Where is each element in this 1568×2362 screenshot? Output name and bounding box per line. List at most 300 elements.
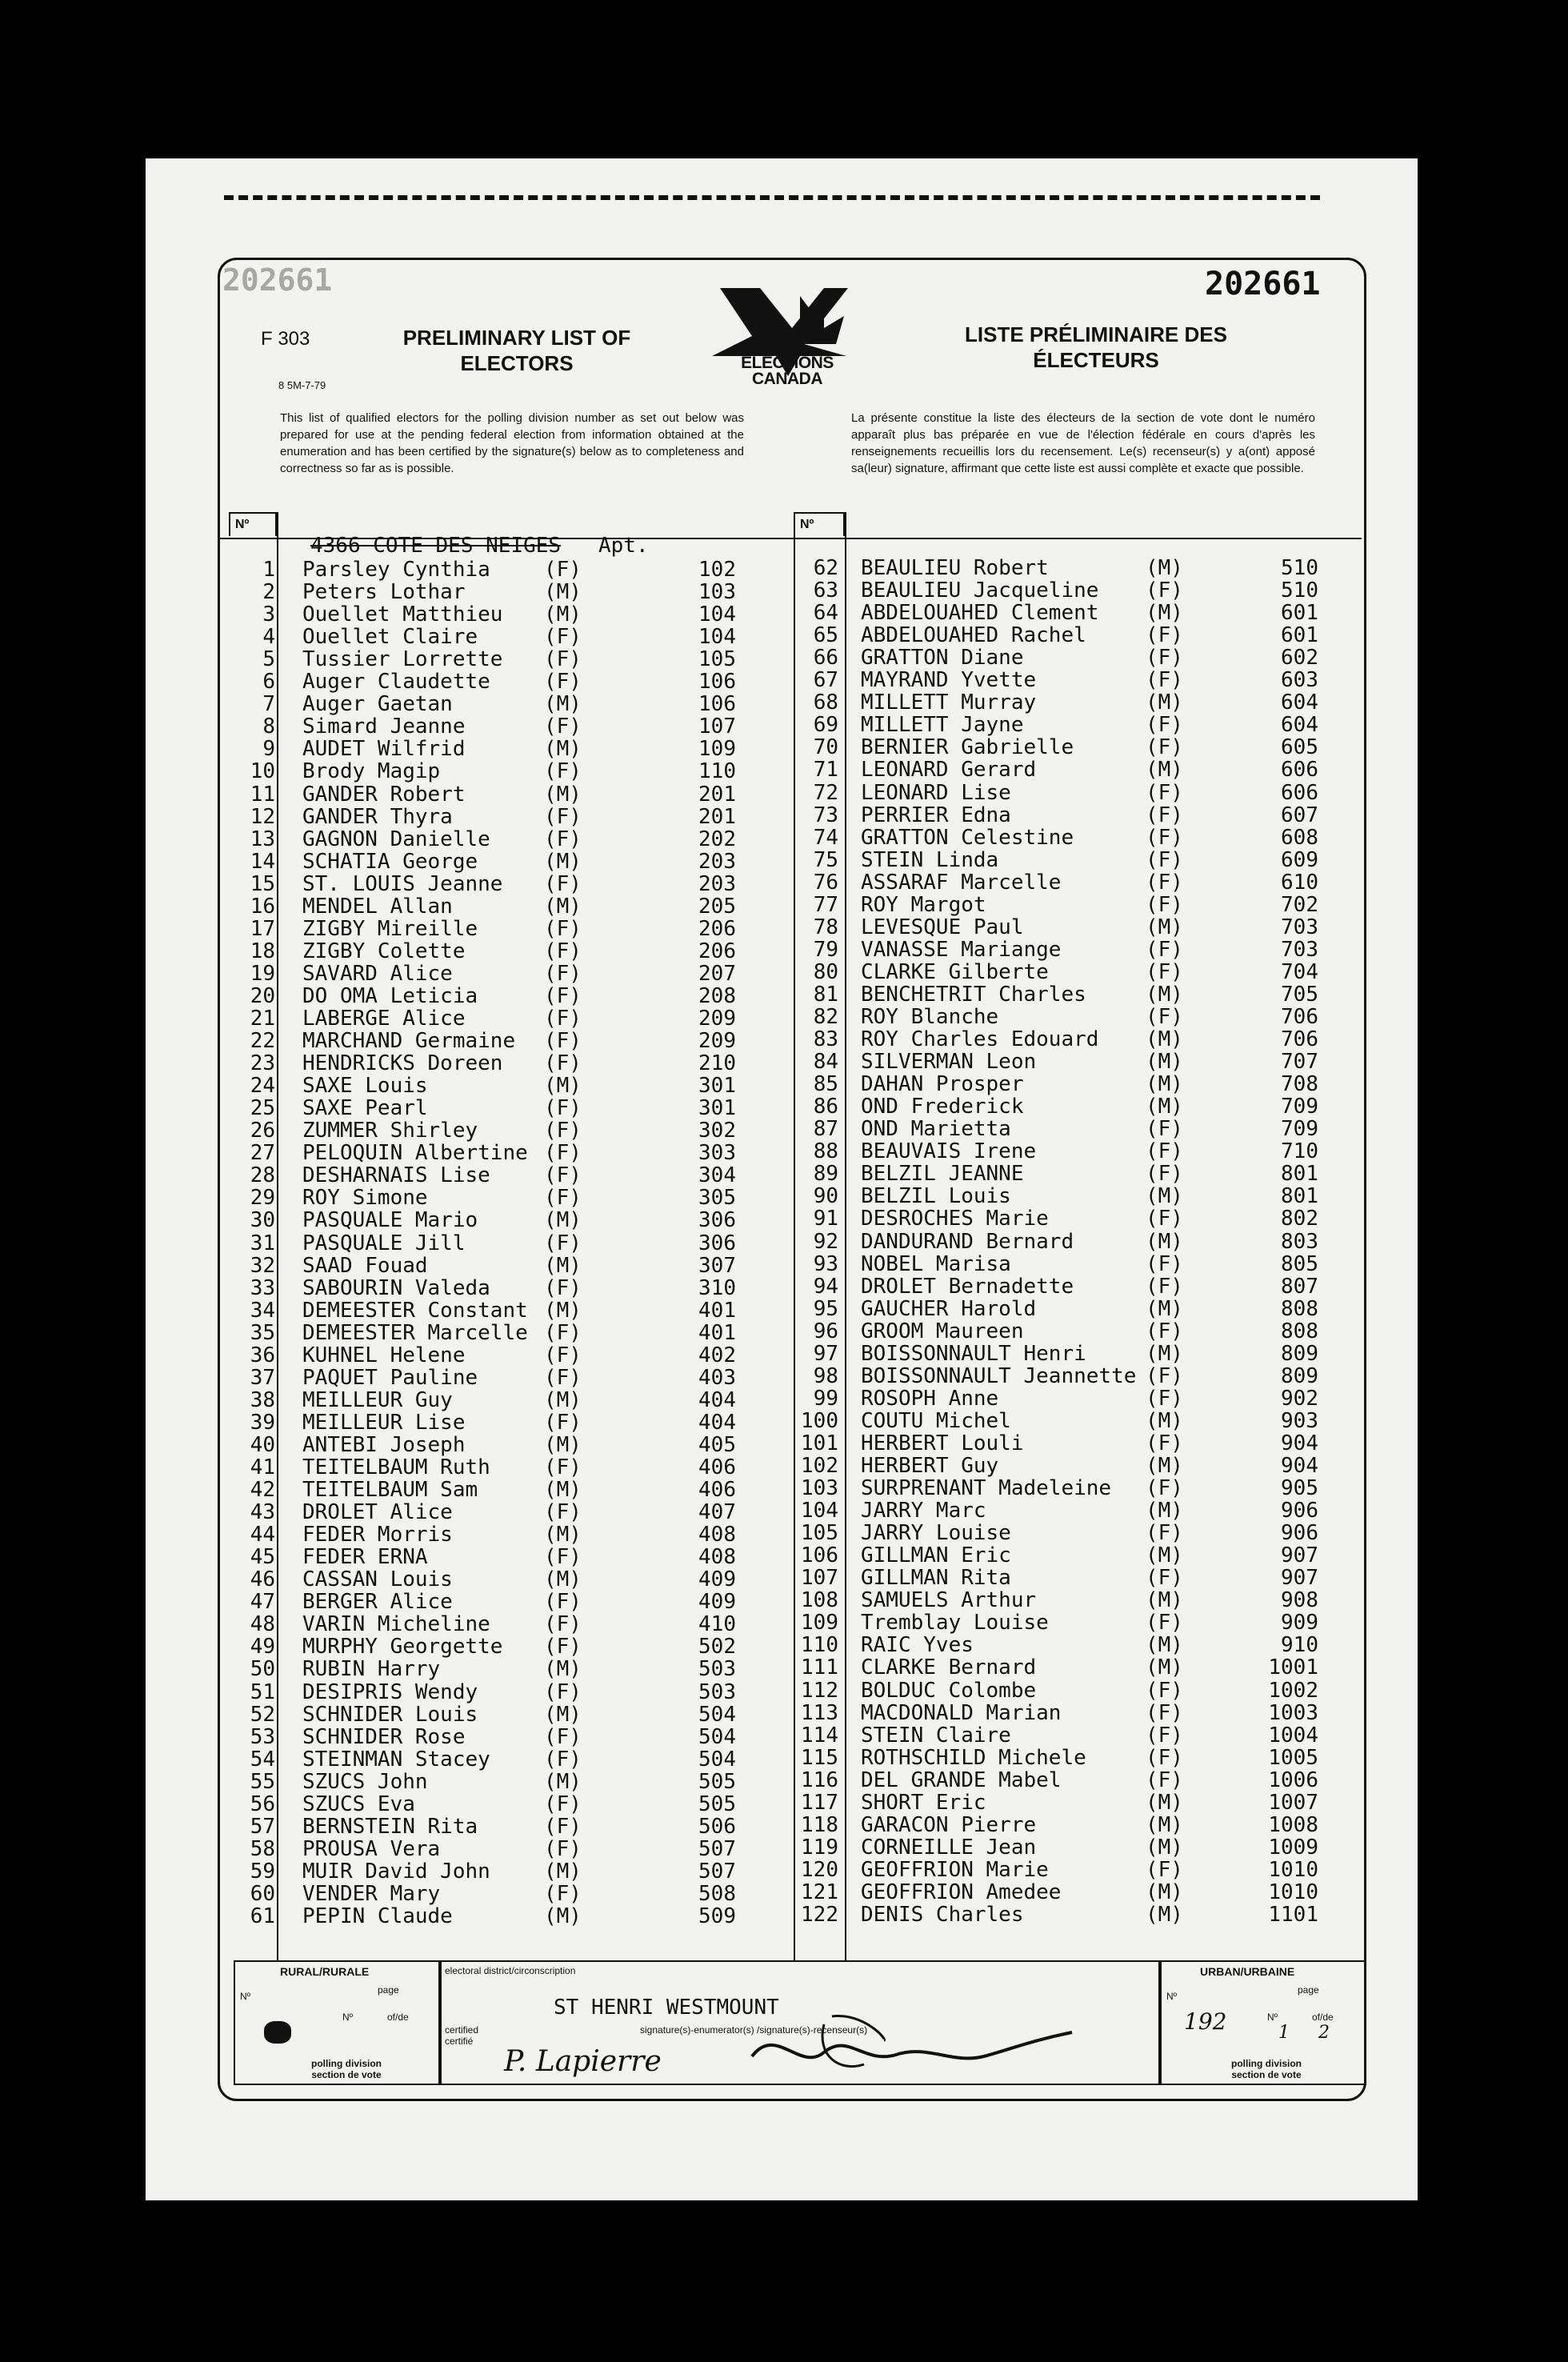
elector-sex: (F) [544,1029,582,1054]
elector-sex: (F) [1146,1274,1183,1299]
elector-number: 49 [250,1635,275,1659]
elector-number: 64 [813,601,838,626]
elector-sex: (F) [544,1455,582,1479]
elector-sex: (M) [1146,1835,1183,1860]
elector-name: MENDEL Allan [302,894,453,919]
elector-apartment: 504 [698,1747,736,1772]
elector-row [800,1207,1352,1230]
elector-row [800,916,1352,939]
elector-row [240,806,784,828]
faint-form-number: 202661 [222,262,333,298]
elector-row [240,940,784,963]
elector-name: DESROCHES Marie [861,1207,1049,1231]
rural-page-no-label: Nº [342,2012,354,2023]
elector-name: BOISSONNAULT Henri [861,1341,1086,1366]
rural-polling-label: polling division section de vote [311,2058,382,2080]
elector-name: Ouellet Matthieu [302,603,503,627]
elector-row [800,1611,1352,1634]
elector-name: CORNEILLE Jean [861,1835,1037,1860]
elector-apartment: 904 [1281,1431,1318,1455]
street-header [302,534,750,557]
elector-sex: (F) [1146,578,1183,603]
elector-sex: (M) [544,782,582,807]
elector-apartment: 404 [698,1387,736,1412]
elector-name: SAXE Louis [302,1074,428,1099]
elector-name: SILVERMAN Leon [861,1050,1037,1075]
elector-sex: (M) [1146,691,1183,715]
elector-row [240,963,784,985]
elector-number: 31 [250,1231,275,1255]
elector-name: ZIGBY Colette [302,939,466,963]
elector-name: HERBERT Guy [861,1454,999,1478]
elector-number: 10 [250,759,275,784]
urban-label: URBAN/URBAINE [1200,1965,1295,1978]
elector-name: BEAULIEU Jacqueline [861,578,1099,603]
elector-row [800,1343,1352,1365]
elector-sex: (F) [544,1679,582,1704]
elector-apartment: 409 [698,1590,736,1615]
elector-name: SZUCS Eva [302,1792,415,1816]
elector-number: 22 [250,1029,275,1054]
elector-apartment: 310 [698,1275,736,1300]
elector-row [240,1546,784,1568]
elector-sex: (F) [1146,1700,1183,1725]
elector-apartment: 807 [1281,1274,1318,1299]
elector-name: GARACON Pierre [861,1812,1037,1837]
elector-number: 6 [262,670,275,695]
elector-number: 89 [813,1162,838,1187]
elector-sex: (F) [1146,1476,1183,1501]
elector-sex: (F) [544,1141,582,1166]
form-code: F 303 [261,328,310,350]
elector-sex: (F) [544,1365,582,1390]
elector-name: AUDET Wilfrid [302,737,466,762]
elector-name: BELZIL Louis [861,1184,1011,1209]
elector-apartment: 205 [698,894,736,919]
elector-number: 107 [801,1566,838,1591]
elector-number: 57 [250,1814,275,1839]
elector-name: CLARKE Gilberte [861,959,1049,984]
elector-name: SAXE Pearl [302,1096,428,1121]
elector-name: BERNSTEIN Rita [302,1814,478,1839]
elector-number: 60 [250,1881,275,1906]
elector-apartment: 407 [698,1500,736,1525]
elector-row [240,1905,784,1928]
elector-sex: (M) [544,737,582,762]
elector-row [800,714,1352,736]
elector-apartment: 302 [698,1119,736,1143]
elector-row [240,738,784,760]
right-no-header: Nº [794,512,845,536]
elector-sex: (M) [544,1387,582,1412]
elector-sex: (M) [1146,1655,1183,1680]
elector-apartment: 106 [698,670,736,695]
elector-sex: (M) [544,1298,582,1323]
elector-apartment: 1010 [1268,1880,1318,1904]
elector-sex: (M) [1146,1341,1183,1366]
elector-row [800,894,1352,916]
elector-apartment: 401 [698,1320,736,1345]
elector-number: 110 [801,1633,838,1658]
elector-sex: (F) [1146,780,1183,805]
elector-number: 30 [250,1208,275,1233]
elector-apartment: 709 [1281,1117,1318,1142]
elector-number: 41 [250,1455,275,1479]
elector-apartment: 801 [1281,1162,1318,1187]
elector-row [800,1567,1352,1589]
elector-name: GAGNON Danielle [302,827,490,851]
elector-sex: (F) [544,1163,582,1188]
elector-row [240,1434,784,1456]
elector-number: 92 [813,1229,838,1254]
elector-row [800,1769,1352,1792]
elector-number: 114 [801,1723,838,1747]
elector-apartment: 510 [1281,556,1318,580]
elector-number: 65 [813,623,838,648]
elector-sex: (M) [1146,1588,1183,1613]
elector-sex: (F) [544,871,582,896]
elector-row [800,1881,1352,1904]
elector-name: LEONARD Lise [861,780,1011,805]
rural-label: RURAL/RURALE [280,1965,370,1978]
elector-number: 118 [801,1812,838,1837]
elector-apartment: 106 [698,692,736,717]
elector-apartment: 1003 [1268,1700,1318,1725]
elector-number: 73 [813,803,838,827]
elector-number: 82 [813,1005,838,1029]
elector-number: 79 [813,937,838,962]
form-number: 202661 [1205,266,1321,302]
elector-row [240,671,784,693]
elector-apartment: 105 [698,647,736,672]
signature-label: signature(s)-enumerator(s) /signature(s)-recenseur(s) [640,2024,868,2036]
street-header-text: 4366 COTE DES NEIGES [310,534,562,558]
elector-number: 98 [813,1363,838,1388]
elector-number: 37 [250,1365,275,1390]
elector-sex: (M) [1146,1880,1183,1904]
elector-name: MUIR David John [302,1859,490,1884]
elector-sex: (M) [544,1657,582,1682]
elector-row [800,602,1352,624]
elector-apartment: 109 [698,737,736,762]
elector-row [800,939,1352,961]
elector-apartment: 104 [698,603,736,627]
elector-apartment: 706 [1281,1027,1318,1052]
elector-sex: (F) [1146,937,1183,962]
elector-apartment: 410 [698,1612,736,1637]
elector-number: 71 [813,758,838,783]
elector-sex: (M) [1146,1050,1183,1075]
elector-row [800,804,1352,827]
elector-name: SHORT Eric [861,1790,986,1815]
elector-number: 106 [801,1543,838,1568]
elector-number: 100 [801,1408,838,1433]
elector-row [240,1883,784,1905]
elector-sex: (F) [1146,1745,1183,1770]
elector-sex: (F) [544,916,582,941]
elector-number: 59 [250,1859,275,1884]
elector-name: MEILLEUR Lise [302,1410,466,1435]
elector-apartment: 210 [698,1051,736,1076]
elector-row [240,1860,784,1883]
urban-no-value: 192 [1184,2008,1227,2035]
elector-sex: (F) [544,1881,582,1906]
urban-no-label: Nº [1166,1991,1178,2002]
elector-row [800,1410,1352,1432]
elector-apartment: 1006 [1268,1767,1318,1792]
elector-number: 97 [813,1341,838,1366]
elector-apartment: 402 [698,1343,736,1367]
elector-name: Tussier Lorrette [302,647,503,672]
elector-sex: (F) [544,1635,582,1659]
elector-name: HERBERT Louli [861,1431,1024,1455]
elector-name: ROY Margot [861,892,986,917]
elector-number: 90 [813,1184,838,1209]
elector-name: VARIN Micheline [302,1612,490,1637]
elector-apartment: 202 [698,827,736,851]
elector-apartment: 803 [1281,1229,1318,1254]
elector-number: 86 [813,1095,838,1119]
elector-number: 33 [250,1275,275,1300]
elector-apartment: 508 [698,1881,736,1906]
elector-number: 1 [262,558,275,582]
elector-number: 84 [813,1050,838,1075]
elector-number: 45 [250,1545,275,1570]
elector-row [240,1277,784,1299]
elector-number: 13 [250,827,275,851]
elector-sex: (F) [544,1320,582,1345]
elector-row [800,1656,1352,1679]
elector-sex: (M) [1146,1184,1183,1209]
elector-number: 9 [262,737,275,762]
elector-name: Simard Jeanne [302,715,466,739]
elector-number: 78 [813,915,838,939]
elector-row [800,669,1352,691]
elector-sex: (F) [544,1500,582,1525]
elector-name: Auger Claudette [302,670,490,695]
elector-name: VANASSE Mariange [861,937,1062,962]
elector-apartment: 506 [698,1814,736,1839]
elector-number: 95 [813,1296,838,1321]
elector-number: 43 [250,1500,275,1525]
elector-sex: (F) [544,961,582,986]
elector-apartment: 606 [1281,780,1318,805]
elector-sex: (M) [544,580,582,605]
elector-sex: (F) [544,670,582,695]
elector-name: ABDELOUAHED Clement [861,601,1099,626]
elector-row [240,1030,784,1052]
elector-sex: (M) [1146,1027,1183,1052]
elector-row [800,1792,1352,1814]
elector-sex: (F) [1146,1386,1183,1411]
elector-name: JARRY Louise [861,1521,1011,1546]
elector-row [240,1411,784,1434]
elector-name: PASQUALE Jill [302,1231,466,1255]
elector-number: 81 [813,982,838,1007]
elector-sex: (F) [1146,1857,1183,1882]
elector-row [800,1231,1352,1253]
elector-row [240,1568,784,1591]
elector-name: BOISSONNAULT Jeannette [861,1363,1137,1388]
elector-row [800,1253,1352,1275]
certified-label: certified certifié [445,2024,479,2047]
title-english: PRELIMINARY LIST OF ELECTORS [402,326,631,375]
elector-name: GANDER Thyra [302,804,453,829]
elector-apartment: 502 [698,1635,736,1659]
elector-row [240,1771,784,1793]
elector-sex: (F) [1146,1117,1183,1142]
elector-sex: (M) [544,1253,582,1278]
elector-apartment: 206 [698,939,736,963]
elector-number: 61 [250,1904,275,1928]
elector-number: 17 [250,916,275,941]
urban-of-label: of/de [1312,2012,1334,2023]
elector-name: SAVARD Alice [302,961,453,986]
elector-name: STEINMAN Stacey [302,1747,490,1772]
elector-sex: (F) [1146,959,1183,984]
elector-sex: (F) [544,1612,582,1637]
top-dashed-rule [224,195,1320,200]
elector-number: 103 [801,1476,838,1501]
elector-number: 67 [813,668,838,693]
elector-sex: (F) [544,647,582,672]
elector-number: 7 [262,692,275,717]
elector-apartment: 405 [698,1432,736,1457]
elector-row [800,1859,1352,1881]
intro-english: This list of qualified electors for the polling division number as set out below was prepared for use at the pending federal election from information obtained at the enumeration and has been certified by the signature(s) below as to completeness and correctness so far as is possible. [280,411,744,475]
elector-row [240,715,784,738]
elector-number: 20 [250,983,275,1008]
urban-page-value: 1 [1278,2023,1290,2043]
elector-name: PELOQUIN Albertine [302,1141,528,1166]
elector-apartment: 906 [1281,1521,1318,1546]
elector-row [800,782,1352,804]
elector-name: DESHARNAIS Lise [302,1163,490,1188]
elector-row [240,1681,784,1703]
elector-number: 111 [801,1655,838,1680]
elector-sex: (M) [1146,1790,1183,1815]
elector-name: GROOM Maureen [861,1319,1024,1343]
elector-name: DROLET Alice [302,1500,453,1525]
elector-number: 50 [250,1657,275,1682]
elector-apartment: 704 [1281,959,1318,984]
elector-apartment: 207 [698,961,736,986]
elector-apartment: 509 [698,1904,736,1928]
elector-row [240,603,784,626]
elector-apartment: 408 [698,1523,736,1547]
elector-number: 15 [250,871,275,896]
elector-sex: (M) [1146,1229,1183,1254]
elector-name: PASQUALE Mario [302,1208,478,1233]
elector-apartment: 902 [1281,1386,1318,1411]
elector-name: DANDURAND Bernard [861,1229,1074,1254]
elector-sex: (F) [1146,1005,1183,1029]
elector-row [800,1387,1352,1410]
form-date-code: 8 5M-7-79 [278,379,326,391]
elector-row [240,1748,784,1771]
elector-apartment: 707 [1281,1050,1318,1075]
elector-row [800,1747,1352,1769]
elector-apartment: 907 [1281,1543,1318,1568]
elector-sex: (F) [544,827,582,851]
elector-apartment: 710 [1281,1139,1318,1164]
rural-of-label: of/de [387,2012,409,2023]
elector-name: Auger Gaetan [302,692,453,717]
elector-number: 11 [250,782,275,807]
elector-name: ANTEBI Joseph [302,1432,466,1457]
elector-name: GRATTON Diane [861,646,1024,671]
elector-sex: (M) [544,894,582,919]
elector-apartment: 206 [698,916,736,941]
handwritten-signature: P. Lapierre [504,2045,662,2078]
elector-sex: (F) [544,1747,582,1772]
elector-sex: (M) [1146,1095,1183,1119]
elector-apartment: 1004 [1268,1723,1318,1747]
elector-sex: (M) [1146,1812,1183,1837]
elector-number: 12 [250,804,275,829]
elector-number: 96 [813,1319,838,1343]
elector-row [800,1679,1352,1702]
elector-name: BOLDUC Colombe [861,1678,1037,1703]
elector-sex: (F) [544,1275,582,1300]
elector-sex: (M) [544,1769,582,1794]
elector-apartment: 607 [1281,803,1318,827]
elector-sex: (F) [544,1410,582,1435]
elector-number: 32 [250,1253,275,1278]
elector-row [240,581,784,603]
elector-apartment: 1005 [1268,1745,1318,1770]
elector-row [240,918,784,940]
elector-number: 55 [250,1769,275,1794]
signature-scribble [744,2008,1104,2088]
elector-name: OND Marietta [861,1117,1011,1142]
urban-page-label: page [1298,1984,1319,1996]
elector-number: 63 [813,578,838,603]
elector-apartment: 1007 [1268,1790,1318,1815]
elector-row [240,1232,784,1255]
elector-row [240,1367,784,1389]
elector-apartment: 301 [698,1096,736,1121]
elector-sex: (M) [544,1567,582,1592]
elector-row [240,783,784,806]
elector-apartment: 910 [1281,1633,1318,1658]
elector-apartment: 404 [698,1410,736,1435]
elector-apartment: 601 [1281,601,1318,626]
elector-number: 99 [813,1386,838,1411]
elector-apartment: 408 [698,1545,736,1570]
elector-name: Ouellet Claire [302,625,478,650]
elector-name: SCHNIDER Rose [302,1724,466,1749]
elector-sex: (F) [1146,1162,1183,1187]
elector-sex: (M) [1146,1408,1183,1433]
elector-number: 16 [250,894,275,919]
elector-sex: (M) [544,1208,582,1233]
elector-row [800,759,1352,781]
elector-row [240,1187,784,1209]
elector-number: 36 [250,1343,275,1367]
elector-row [240,1389,784,1411]
elector-row [800,1140,1352,1163]
elector-apartment: 403 [698,1365,736,1390]
elector-sex: (F) [544,804,582,829]
elector-number: 58 [250,1836,275,1861]
elector-number: 21 [250,1007,275,1031]
elector-sex: (F) [544,1186,582,1211]
elector-row [240,1591,784,1613]
elector-sex: (F) [544,1792,582,1816]
elector-number: 91 [813,1207,838,1231]
elector-apartment: 203 [698,871,736,896]
